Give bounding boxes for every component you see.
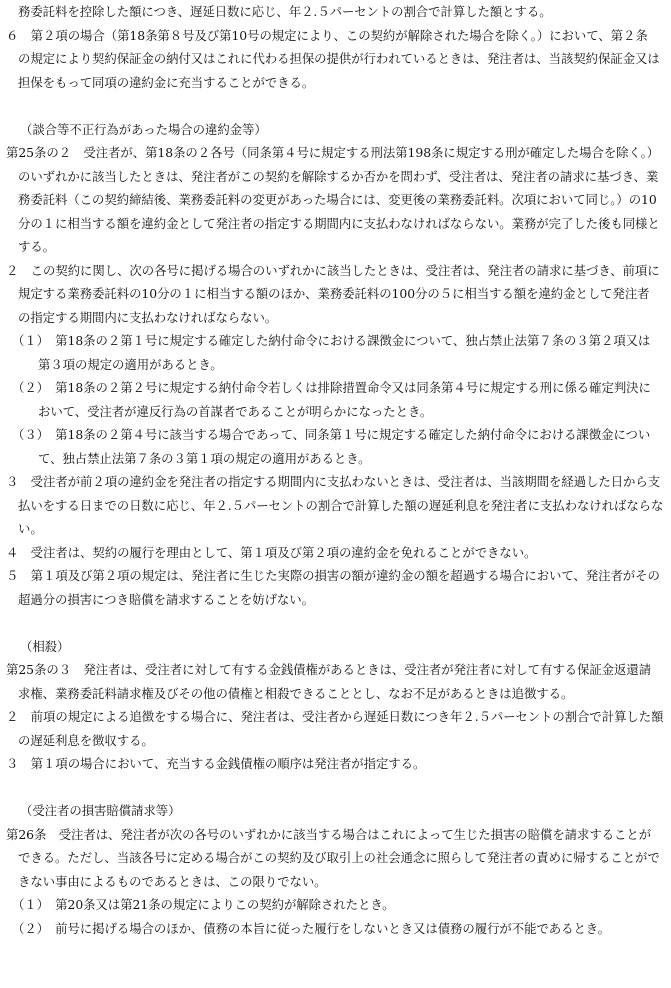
article-caption: （談合等不正行為があった場合の違約金等） — [20, 121, 267, 137]
text-line: 規定する業務委託料の10分の１に相当する額のほか、業務委託料の100分の５に相当する額を違約金として発注者 — [18, 286, 650, 301]
text-line: の遅延利息を徴収する。 — [18, 732, 154, 748]
paragraph-3: ３ 第１項の場合において、充当する金銭債権の順序は発注者が指定する。 — [6, 756, 426, 771]
text-line: 担保をもって同項の違約金に充当することができる。 — [18, 74, 315, 90]
text-line: 分の１に相当する額を違約金として発注者の指定する期間内に支払わなければならない。業務が完了した後も同様と — [18, 215, 660, 231]
text-line: 求権、業務委託料請求権及びその他の債権と相殺できることとし、なお不足があるときは追徴する。 — [18, 685, 574, 701]
text-line: 務委託料（この契約締結後、業務委託料の変更があった場合には、変更後の業務委託料。次項において同じ。）の10 — [18, 192, 657, 207]
item-2: （２） 前号に掲げる場合のほか、債務の本旨に従った履行をしないとき又は債務の履行が不能であるとき。 — [12, 920, 610, 936]
text-line: の指定する期間内に支払わなければならない。 — [18, 309, 278, 325]
text-line: きない事由によるものであるときは、この限りでない。 — [18, 873, 327, 889]
paragraph-3: ３ 受注者が前２項の違約金を発注者の指定する期間内に支払わないときは、受注者は、当該期間を経過した日から支 — [6, 474, 661, 489]
item-1: （１） 第18条の２第１号に規定する確定した納付命令における課徴金について、独占禁止法第７条の３第２項又は — [12, 333, 651, 348]
text-line: 務委託料を控除した額につき、遅延日数に応じ、年２.５パーセントの割合で計算した額とする。 — [18, 4, 552, 19]
text-line: て、独占禁止法第７条の３第１項の規定の適用があるとき。 — [38, 450, 371, 466]
text-line: 第３項の規定の適用があるとき。 — [38, 356, 223, 372]
article-caption: （受注者の損害賠償請求等） — [20, 803, 181, 818]
article-26-heading: 第26条 受注者は、発注者が次の各号のいずれかに該当する場合はこれによって生じた損害の賠償を請求することが — [6, 826, 652, 842]
article-caption: （相殺） — [20, 638, 70, 654]
text-line: 払いをする日までの日数に応じ、年２.５パーセントの割合で計算した額の遅延利息を発注者に支払わなければならな — [18, 497, 664, 513]
blank-line — [6, 776, 669, 800]
paragraph-5: ５ 第１項及び第２項の規定は、発注者に生じた実際の損害の額が違約金の額を超過する場合において、発注者がその — [6, 568, 660, 583]
item-2: （２） 第18条の２第２号に規定する納付命令若しくは排除措置命令又は同条第４号に規定する刑に係る確定判決に — [12, 380, 651, 395]
item-1: （１） 第20条又は第21条の規定によりこの契約が解除されたとき。 — [12, 897, 395, 912]
text-line: おいて、受注者が違反行為の首謀者であることが明らかになったとき。 — [38, 403, 433, 419]
paragraph-2: ２ 前項の規定による追徴をする場合に、発注者は、受注者から遅延日数につき年２.５パーセントの割合で計算した額 — [6, 709, 664, 724]
text-line: の規定により契約保証金の納付又はこれに代わる担保の提供が行われているときは、発注者は、当該契約保証金又は — [18, 51, 660, 66]
blank-line — [6, 611, 669, 635]
paragraph-2: ２ この契約に関し、次の各号に掲げる場合のいずれかに該当したときは、受注者は、発注者の請求に基づき、前項に — [6, 262, 660, 278]
article-25-3-heading: 第25条の３ 発注者は、受注者に対して有する金銭債権があるときは、受注者が発注者に対して有する保証金返還請 — [6, 662, 652, 677]
blank-line — [6, 94, 669, 118]
paragraph-4: ４ 受注者は、契約の履行を理由として、第１項及び第２項の違約金を免れることができない。 — [6, 544, 537, 560]
item-3: （３） 第18条の２第４号に該当する場合であって、同条第１号に規定する確定した納付命令における課徴金につい — [12, 427, 651, 442]
text-line: のいずれかに該当したときは、発注者がこの契約を解除するか否かを問わず、受注者は、発注者の請求に基づき、業 — [18, 168, 659, 184]
paragraph-6: ６ 第２項の場合（第18条第８号及び第10号の規定により、この契約が解除された場合を除く。）において、第２条 — [6, 27, 648, 43]
article-25-2-heading: 第25条の２ 受注者が、第18条の２各号（同条第４号に規定する刑法第198条に規定する刑が確定した場合を除く。） — [6, 145, 660, 160]
text-line: する。 — [18, 239, 56, 254]
text-line: い。 — [18, 521, 43, 536]
text-line: 超過分の損害につき賠償を請求することを妨げない。 — [18, 591, 314, 607]
text-line: できる。ただし、当該各号に定める場合がこの契約及び取引上の社会通念に照らして発注者の責めに帰することがで — [18, 850, 660, 865]
